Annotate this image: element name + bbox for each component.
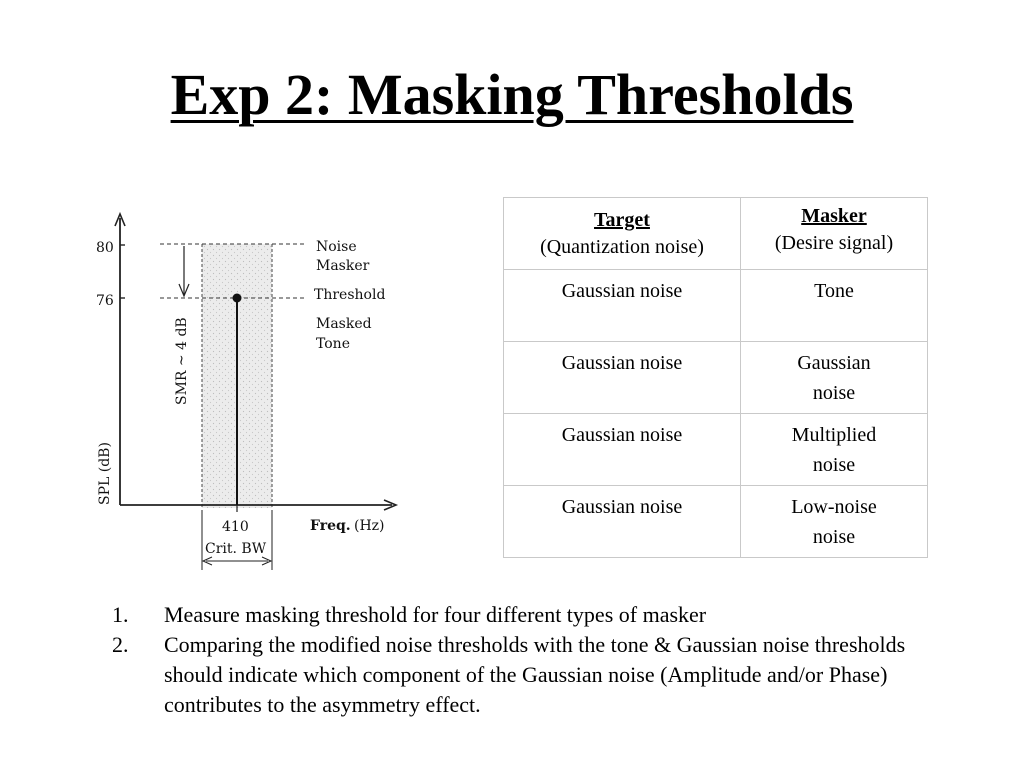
label-tone: Tone bbox=[316, 336, 350, 352]
y-tick-80: 80 bbox=[96, 240, 114, 256]
table-row bbox=[504, 270, 928, 342]
x-axis-label-unit: (Hz) bbox=[354, 518, 385, 534]
page-title: Exp 2: Masking Thresholds bbox=[170, 62, 854, 127]
x-axis-label-freq: Freq. bbox=[310, 518, 351, 534]
cell-target: Gaussian noise bbox=[504, 270, 741, 342]
notes-list bbox=[112, 600, 912, 720]
smr-label: SMR ~ 4 dB bbox=[174, 317, 190, 405]
header-masker bbox=[741, 198, 928, 270]
list-item-number: 1. bbox=[112, 602, 129, 627]
header-target-title: Target bbox=[594, 209, 650, 231]
table-row bbox=[504, 414, 928, 486]
label-masked: Masked bbox=[316, 316, 372, 332]
label-noise: Noise bbox=[316, 239, 357, 255]
cell-masker: Gaussian noise bbox=[741, 342, 928, 414]
table-row bbox=[504, 486, 928, 558]
y-tick-76: 76 bbox=[96, 293, 114, 309]
cell-masker: Tone bbox=[741, 270, 928, 342]
cell-masker: Low-noise noise bbox=[741, 486, 928, 558]
masked-tone-dot bbox=[233, 294, 242, 303]
header-masker-subtitle: (Desire signal) bbox=[774, 232, 894, 254]
list-item-text: Measure masking threshold for four different types of masker bbox=[164, 602, 707, 627]
list-item-number: 2. bbox=[112, 632, 129, 657]
cell-target: Gaussian noise bbox=[504, 414, 741, 486]
masking-diagram bbox=[92, 200, 402, 580]
cell-target: Gaussian noise bbox=[504, 486, 741, 558]
crit-bw-label: Crit. BW bbox=[205, 541, 267, 557]
label-threshold: Threshold bbox=[314, 287, 386, 303]
y-axis-label: SPL (dB) bbox=[97, 442, 113, 505]
header-target bbox=[504, 198, 741, 270]
cell-target: Gaussian noise bbox=[504, 342, 741, 414]
masker-types-table bbox=[503, 197, 928, 558]
cell-masker: Multiplied noise bbox=[741, 414, 928, 486]
list-item bbox=[112, 630, 912, 720]
list-item-text: Comparing the modified noise thresholds with the tone & Gaussian noise thresholds should indicate which component of the Gaussian noise (Amplitude and/or Phase) contributes to the asymmetry effect. bbox=[164, 632, 906, 717]
list-item bbox=[112, 600, 912, 630]
label-masker: Masker bbox=[316, 258, 370, 274]
table-header-row bbox=[504, 198, 928, 270]
x-tick-410: 410 bbox=[222, 519, 249, 535]
masking-diagram-svg bbox=[92, 200, 402, 580]
table-row bbox=[504, 342, 928, 414]
header-target-subtitle: (Quantization noise) bbox=[540, 236, 704, 258]
header-masker-title: Masker bbox=[801, 205, 867, 227]
